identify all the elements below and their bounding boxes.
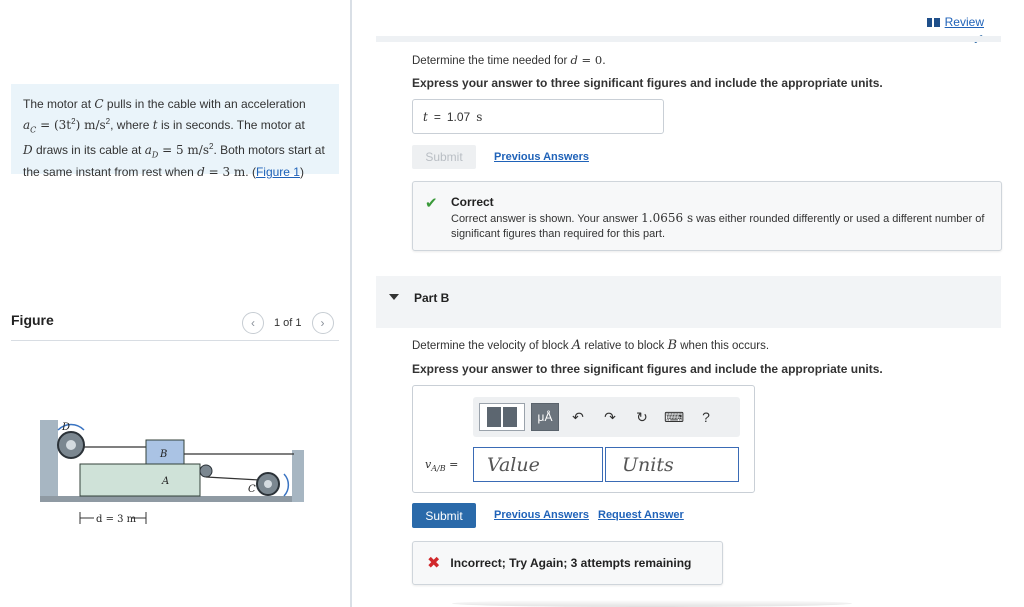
figure-title: Figure (11, 312, 54, 328)
left-wall (40, 420, 58, 496)
undo-icon[interactable]: ↶ (572, 408, 584, 425)
value-input[interactable]: Value (473, 447, 603, 482)
pulley-a (200, 465, 212, 477)
dimension-label: d = 3 m (96, 514, 137, 525)
right-wall (292, 450, 304, 502)
part-b-submit-button[interactable]: Submit (412, 503, 476, 528)
caret-down-icon (389, 294, 399, 300)
redo-icon[interactable]: ↷ (604, 408, 616, 425)
rotation-arrow-c (284, 474, 288, 496)
part-b-previous-answers-link[interactable]: Previous Answers (494, 509, 589, 521)
correct-check-icon: ✔ (425, 195, 438, 212)
figure-link[interactable]: Figure 1 (255, 164, 300, 179)
motor-d-hub (66, 440, 76, 450)
help-icon[interactable]: ? (702, 409, 710, 425)
part-b-instruction: Express your answer to three significant figures and include the appropriate units. (412, 362, 883, 376)
cable-lower (206, 477, 260, 480)
label-a: A (162, 476, 170, 487)
figure-count: 1 of 1 (274, 317, 302, 329)
part-a-feedback: ✔ Correct Correct answer is shown. Your answer 1.0656 s was either rounded differently or used a different number of significant figures than required for this part. (412, 181, 1002, 251)
units-symbol-button[interactable]: μÅ (531, 403, 559, 431)
keyboard-icon[interactable]: ⌨ (663, 408, 685, 425)
figure-divider (11, 340, 339, 341)
part-b-feedback: ✖ Incorrect; Try Again; 3 attempts remaining (412, 541, 723, 585)
motor-c-hub (264, 480, 272, 488)
right-pane (352, 0, 1024, 607)
problem-statement: The motor at C pulls in the cable with an acceleration $a_C = (3t^2)$ $m/s^2$, where t is in seconds. The motor at D draws in its cable at $a_D = 5$ $m/s^2$. Both motors start at the same instant from rest when d = 3 m. (Figure 1) (11, 84, 339, 174)
part-b-prompt: Determine the velocity of block A relative to block B when this occurs. (412, 338, 770, 353)
template-button[interactable] (479, 403, 525, 431)
request-answer-link[interactable]: Request Answer (598, 509, 684, 521)
part-a-band (376, 36, 1001, 42)
part-b-answer-editor (412, 385, 755, 493)
review-link[interactable]: Review (927, 15, 984, 29)
chevron-left-icon[interactable]: ‹ (242, 312, 264, 334)
label-c: C (248, 484, 256, 495)
block-a (80, 464, 200, 496)
part-a-answer-field[interactable]: t = 1.07 s (412, 99, 664, 134)
part-b-header[interactable]: Part B (376, 276, 1001, 328)
part-a-previous-answers-link[interactable]: Previous Answers (494, 151, 589, 163)
bottom-shadow (452, 600, 852, 607)
pulley-figure (36, 412, 306, 532)
figure-nav (242, 312, 334, 334)
math-toolbar (473, 397, 740, 437)
label-d: D (62, 422, 71, 433)
reset-icon[interactable]: ↻ (636, 408, 648, 425)
label-b: B (160, 449, 168, 460)
answer-lhs: $v_{A/B}$ = (425, 458, 459, 474)
left-pane (0, 0, 350, 607)
review-icon (927, 18, 940, 27)
chevron-right-icon[interactable]: › (312, 312, 334, 334)
part-a-submit-button[interactable]: Submit (412, 145, 476, 169)
part-a-instruction: Express your answer to three significant figures and include the appropriate units. (412, 76, 883, 90)
ground (40, 496, 302, 502)
incorrect-x-icon: ✖ (427, 555, 441, 572)
part-a-prompt: Determine the time needed for d = 0. (412, 53, 606, 67)
units-input[interactable]: Units (605, 447, 739, 482)
